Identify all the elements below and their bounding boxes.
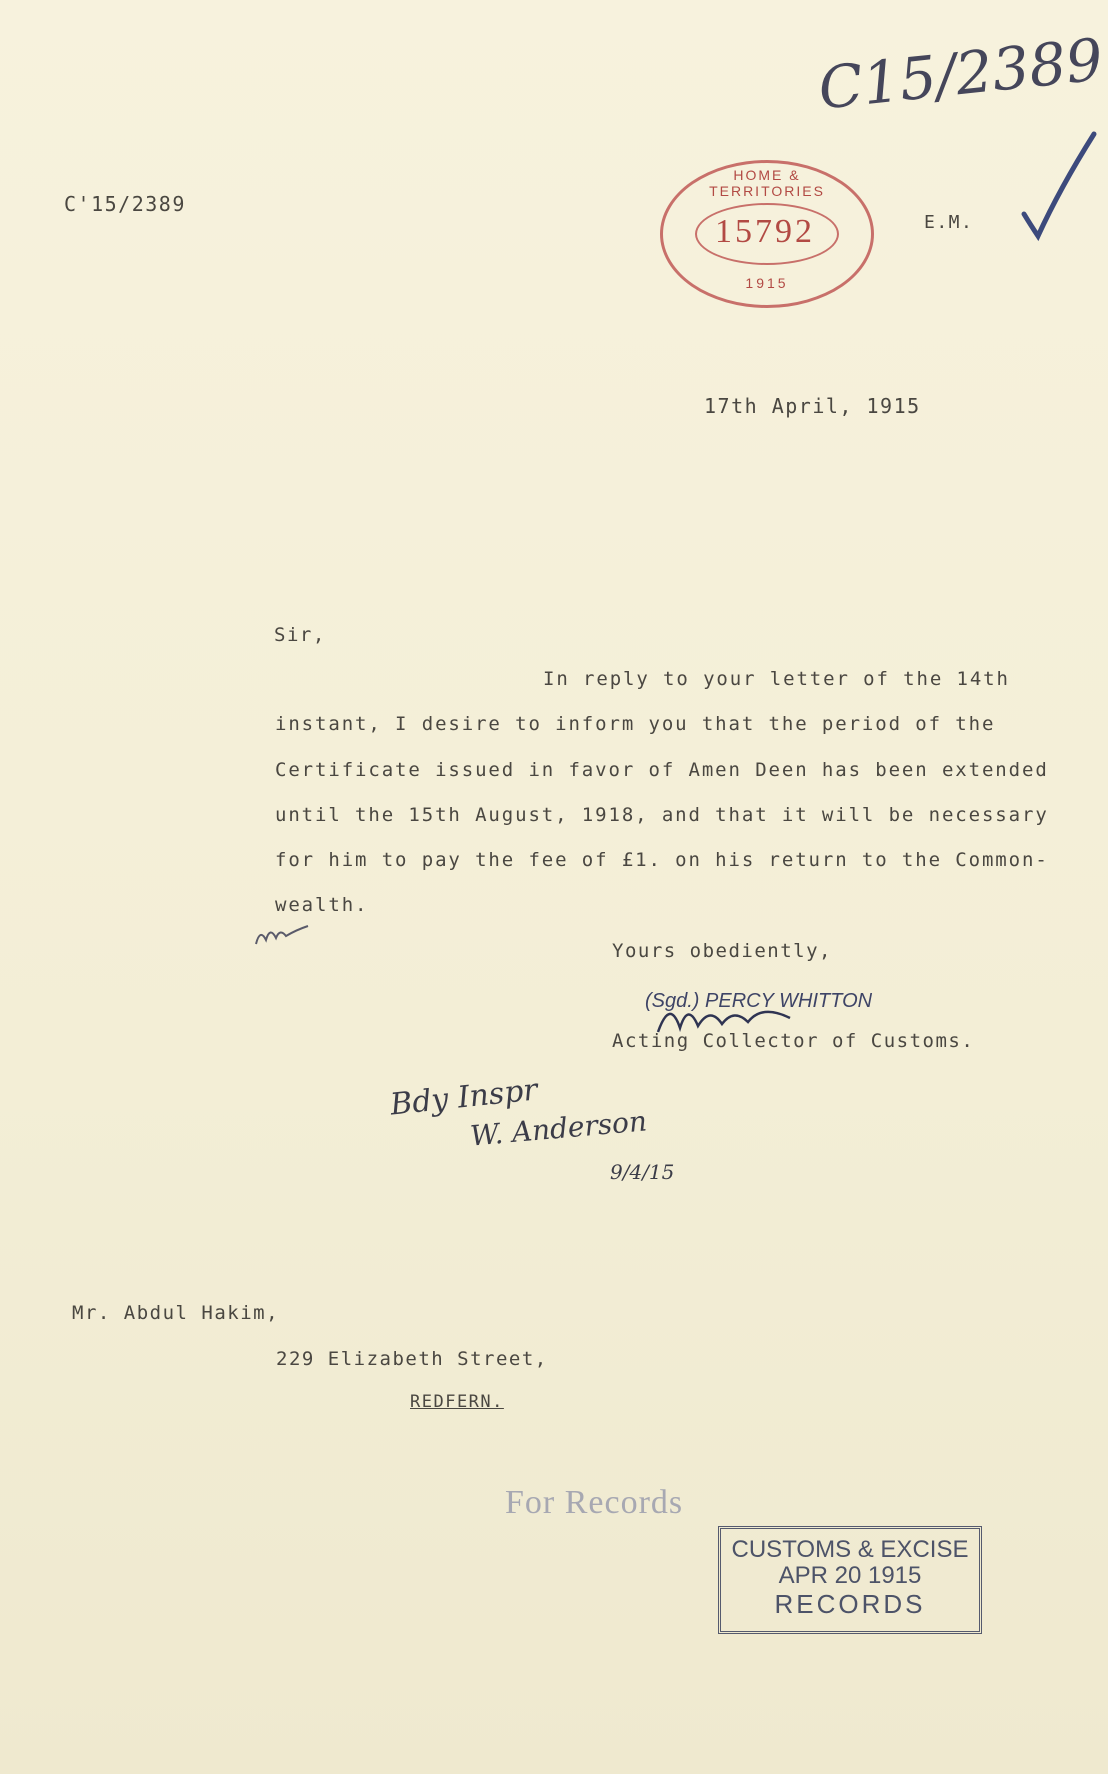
addressee-suburb: REDFERN.	[410, 1392, 504, 1412]
signature-stamp: (Sgd.) PERCY WHITTON	[645, 990, 873, 1012]
letter-date: 17th April, 1915	[704, 394, 921, 418]
annotation-line: Bdy Inspr	[388, 1072, 540, 1123]
closing: Yours obediently,	[612, 940, 832, 962]
body-line: instant, I desire to inform you that the period of the	[275, 713, 996, 735]
received-stamp-ring-text: HOME & TERRITORIES	[709, 167, 825, 199]
records-stamp-line1: CUSTOMS & EXCISE	[731, 1536, 969, 1563]
body-line: until the 15th August, 1918, and that it will be necessary	[275, 804, 1049, 826]
body-line: Certificate issued in favor of Amen Deen has been extended	[275, 759, 1049, 781]
annotation-line: 9/4/15	[610, 1160, 675, 1184]
received-stamp-year: 1915	[745, 275, 789, 291]
handwritten-reference: C15/2389	[815, 25, 1107, 123]
addressee-street: 229 Elizabeth Street,	[276, 1348, 548, 1370]
addressee-name: Mr. Abdul Hakim,	[72, 1302, 280, 1324]
received-stamp	[660, 160, 874, 308]
reference-number: C'15/2389	[64, 192, 186, 216]
records-stamp	[718, 1526, 982, 1634]
for-records-stamp: For Records	[505, 1484, 684, 1521]
body-line: In reply to your letter of the 14th	[543, 668, 1010, 690]
body-line: wealth.	[275, 894, 369, 916]
signatory-title: Acting Collector of Customs.	[612, 1030, 975, 1052]
received-stamp-number: 15792	[715, 213, 815, 250]
check-mark-icon	[1020, 128, 1100, 248]
records-stamp-line2: APR 20 1915	[778, 1562, 922, 1590]
annotation-line: W. Anderson	[468, 1104, 649, 1153]
initials-em: E.M.	[924, 212, 974, 233]
body-line: for him to pay the fee of £1. on his return to the Common-	[275, 849, 1049, 871]
initials-scribble-icon	[252, 918, 312, 954]
salutation: Sir,	[274, 624, 326, 646]
records-stamp-line3: RECORDS	[774, 1588, 926, 1619]
